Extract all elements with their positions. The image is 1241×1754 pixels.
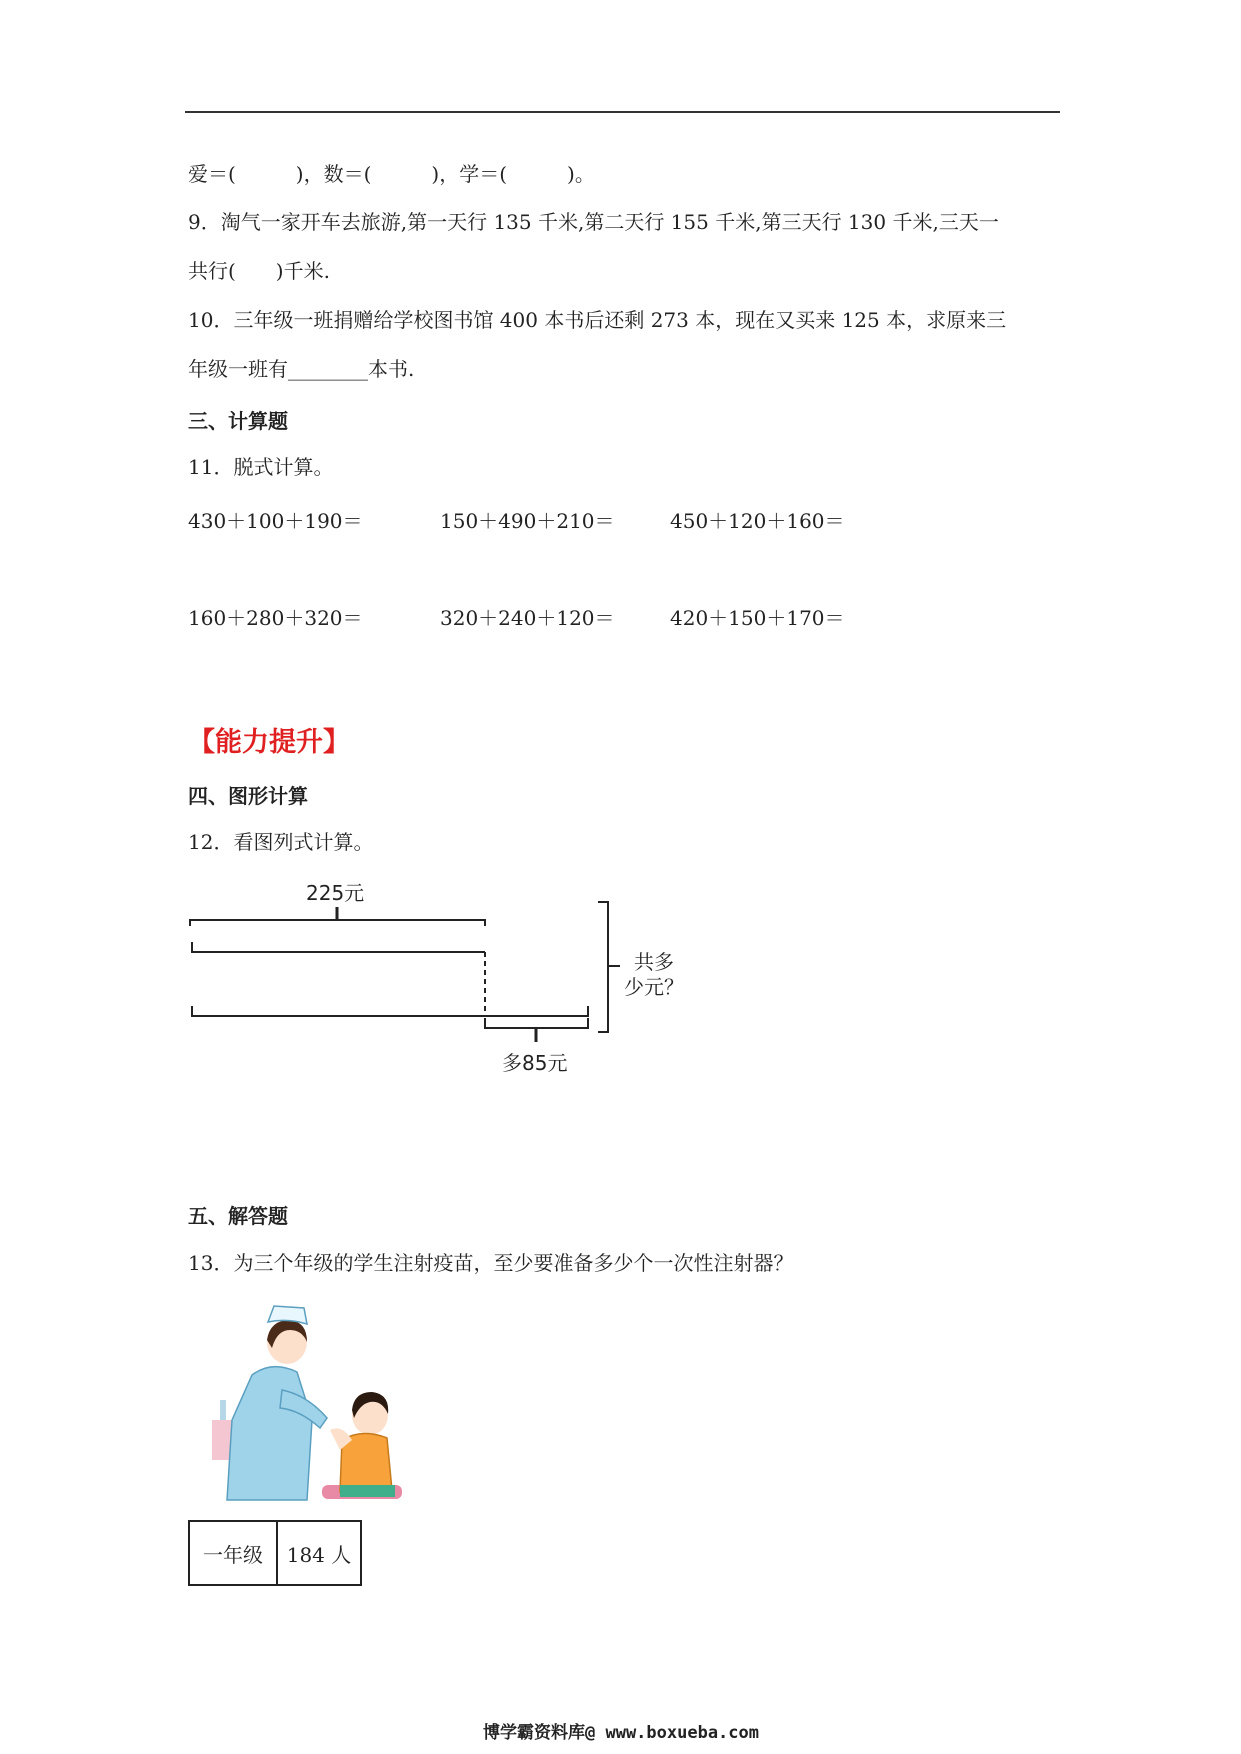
segment-first — [192, 942, 485, 952]
q13-prompt: 13．为三个年级的学生注射疫苗，至少要准备多少个一次性注射器？ — [188, 1251, 794, 1275]
grade-table — [188, 1520, 362, 1586]
count-cell: 184 人 — [277, 1521, 361, 1585]
right-brace — [598, 902, 608, 1032]
diagram-bottom-label: 多85元 — [502, 1051, 568, 1075]
calc-item: 450＋120＋160＝ — [670, 509, 845, 533]
grade-cell: 一年级 — [189, 1521, 277, 1585]
section-title-calculation: 三、计算题 — [188, 409, 288, 433]
calc-item: 430＋100＋190＝ — [188, 509, 363, 533]
q10-line1: 10．三年级一班捐赠给学校图书馆 400 本书后还剩 273 本，现在又买来 125 本，求原来三 — [188, 308, 1007, 332]
q9-line2: 共行( )千米. — [188, 259, 330, 283]
ability-header: 【能力提升】 — [188, 727, 350, 758]
calc-item: 420＋150＋170＝ — [670, 606, 845, 630]
calc-item: 150＋490＋210＝ — [440, 509, 615, 533]
q8-answer-blanks: 爱＝( )，数＝( )，学＝( )。 — [188, 162, 595, 186]
diagram-question-line2: 少元？ — [624, 975, 684, 999]
bottom-brace — [485, 1018, 588, 1028]
section-title-answer: 五、解答题 — [188, 1204, 288, 1228]
section-title-figure: 四、图形计算 — [188, 784, 308, 808]
nurse-vaccination-illustration — [212, 1300, 412, 1505]
footer-source: 博学霸资料库@ www.boxueba.com — [483, 1723, 759, 1743]
calc-item: 320＋240＋120＝ — [440, 606, 615, 630]
diagram-top-label: 225元 — [306, 881, 365, 905]
q11-prompt: 11．脱式计算。 — [188, 455, 334, 479]
diagram-question-line1: 共多 — [634, 950, 674, 974]
top-rule — [185, 111, 1060, 113]
q12-prompt: 12．看图列式计算。 — [188, 830, 374, 854]
q10-line2: 年级一班有________本书. — [188, 357, 415, 381]
calc-item: 160＋280＋320＝ — [188, 606, 363, 630]
table-row — [189, 1521, 361, 1585]
top-brace — [190, 920, 485, 926]
segment-second — [192, 1006, 588, 1016]
q9-line1: 9．淘气一家开车去旅游,第一天行 135 千米,第二天行 155 千米,第三天行 130 千米,三天一 — [188, 210, 999, 234]
